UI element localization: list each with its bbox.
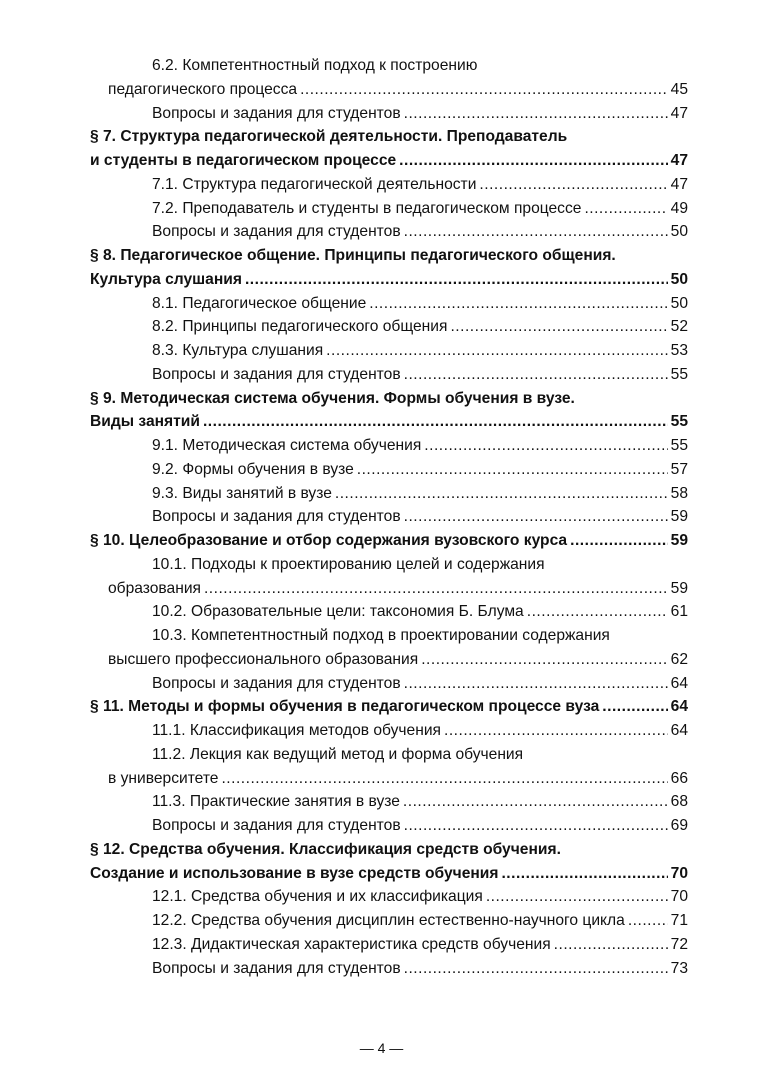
dot-leader [486,885,668,909]
toc-page-number: 57 [670,460,688,478]
dot-leader [221,767,667,791]
toc-page-number: 59 [670,579,688,597]
toc-subsection-entry [0,719,763,743]
dot-leader [404,814,668,838]
toc-page-number: 55 [670,437,688,454]
toc-subsection-entry [0,363,763,387]
toc-subsection-entry [0,315,763,339]
toc-subsection-entry [0,173,763,197]
toc-entry-title: Вопросы и задания для студентов [152,104,401,122]
toc-section-entry [0,862,763,886]
dot-leader [399,149,667,173]
dot-leader [245,268,668,292]
toc-subsection-entry [0,885,763,909]
toc-page-number: 64 [670,722,688,739]
toc-section-entry [0,410,763,434]
toc-page-number: 70 [670,888,688,906]
toc-subsection-heading: 10.1. Подходы к проектированию целей и содержания [152,555,545,573]
toc-page-number: 58 [670,484,688,502]
toc-page-number: 61 [670,603,688,621]
toc-page-number: 50 [670,223,688,241]
toc-subsection-entry [0,292,763,316]
toc-page-number: 69 [670,817,688,834]
toc-section-entry [0,149,763,173]
toc-entry-title: 12.1. Средства обучения и их классификация [152,888,483,906]
table-of-contents [0,54,763,980]
toc-subsection-entry [0,339,763,363]
dot-leader [554,933,668,957]
toc-subsection-entry [0,220,763,244]
toc-entry-title: высшего профессионального образования [108,650,419,668]
toc-entry-title: 12.2. Средства обучения дисциплин естественно-научного цикла [152,912,625,929]
toc-entry-title: Культура слушания [90,270,242,288]
toc-subsection-heading: 10.3. Компетентностный подход в проектировании содержания [152,627,610,644]
toc-entry-title: § 10. Целеобразование и отбор содержания вузовского курса [90,532,568,549]
toc-page-number: 53 [670,342,688,359]
toc-entry-title: Вопросы и задания для студентов [152,959,401,977]
toc-subsection-entry [0,909,763,933]
toc-page-number: 49 [670,199,688,217]
dot-leader [479,173,667,197]
toc-subsection-entry [0,102,763,126]
dot-leader [450,315,667,339]
toc-subsection-entry [0,505,763,529]
toc-entry-title: 8.3. Культура слушания [152,342,324,359]
toc-entry-title: в университете [108,769,219,787]
toc-page-number: 73 [670,959,688,977]
toc-subsection-entry [0,78,763,102]
toc-subsection-entry [0,767,763,791]
toc-page-number: 47 [670,104,688,122]
dot-leader [404,102,668,126]
toc-section-entry [0,529,763,553]
toc-entry-title: образования [108,579,201,597]
page-number: — 4 — [359,1040,404,1056]
toc-entry-title: 7.1. Структура педагогической деятельности [152,175,477,193]
toc-subsection-entry [0,197,763,221]
toc-subsection-entry [0,790,763,814]
dot-leader [357,458,668,482]
toc-page-number: 64 [670,698,688,716]
toc-entry-title: Виды занятий [90,413,200,431]
dot-leader [584,197,667,221]
toc-entry-title: педагогического процесса [108,80,298,98]
toc-page-number: 70 [670,864,688,882]
toc-entry-title: 7.2. Преподаватель и студенты в педагогическом процессе [152,199,582,217]
toc-page-number: 68 [670,793,688,811]
toc-subsection-entry [0,957,763,981]
toc-entry-title: 12.3. Дидактическая характеристика средств обучения [152,935,551,953]
toc-section-heading: § 9. Методическая система обучения. Формы обучения в вузе. [90,389,575,407]
dot-leader [203,410,668,434]
dot-leader [628,909,668,933]
toc-subsection-heading: 6.2. Компетентностный подход к построению [152,57,478,74]
toc-page-number: 55 [670,413,688,431]
toc-entry-title: 11.3. Практические занятия в вузе [152,793,400,811]
toc-subsection-entry [0,933,763,957]
toc-entry-title: 8.1. Педагогическое общение [152,294,367,312]
toc-subsection-entry [0,600,763,624]
toc-entry-title: Вопросы и задания для студентов [152,817,401,834]
toc-section-heading: § 8. Педагогическое общение. Принципы педагогического общения. [90,247,616,264]
dot-leader [444,719,668,743]
dot-leader [404,220,668,244]
toc-section-heading: § 12. Средства обучения. Классификация средств обучения. [90,840,561,858]
dot-leader [602,695,667,719]
toc-page-number: 64 [670,674,688,692]
toc-page-number: 62 [670,650,688,668]
toc-page-number: 59 [670,508,688,526]
toc-subsection-entry [0,482,763,506]
toc-page-number: 45 [670,80,688,98]
toc-entry-title: Создание и использование в вузе средств обучения [90,864,499,882]
toc-section-entry [0,695,763,719]
toc-entry-title: § 11. Методы и формы обучения в педагогическом процессе вуза [90,698,600,716]
dot-leader [404,505,668,529]
toc-page-number: 66 [670,769,688,787]
toc-section-heading: § 7. Структура педагогической деятельности. Преподаватель [90,128,568,146]
toc-page-number: 47 [670,175,688,193]
toc-page-number: 47 [670,152,688,169]
toc-entry-title: 11.1. Классификация методов обучения [152,722,441,739]
dot-leader [404,363,668,387]
toc-subsection-entry [0,434,763,458]
dot-leader [335,482,668,506]
toc-subsection-entry [0,577,763,601]
dot-leader [403,790,668,814]
toc-subsection-entry [0,458,763,482]
toc-subsection-entry [0,814,763,838]
toc-entry-title: 9.2. Формы обучения в вузе [152,460,354,478]
toc-entry-title: 8.2. Принципы педагогического общения [152,318,448,336]
toc-subsection-entry [0,648,763,672]
toc-section-entry [0,268,763,292]
dot-leader [404,672,668,696]
toc-page-number: 50 [670,294,688,312]
dot-leader [421,648,667,672]
toc-entry-title: 9.3. Виды занятий в вузе [152,484,332,502]
toc-subsection-entry [0,672,763,696]
toc-entry-title: и студенты в педагогическом процессе [90,152,397,169]
dot-leader [570,529,668,553]
toc-entry-title: 10.2. Образовательные цели: таксономия Б. Блума [152,603,524,621]
toc-page-number: 72 [670,935,688,953]
dot-leader [501,862,667,886]
toc-entry-title: Вопросы и задания для студентов [152,365,401,383]
toc-page-number: 52 [670,318,688,336]
toc-entry-title: Вопросы и задания для студентов [152,508,401,526]
toc-page-number: 71 [670,912,688,929]
dot-leader [369,292,667,316]
toc-entry-title: Вопросы и задания для студентов [152,674,401,692]
toc-entry-title: Вопросы и задания для студентов [152,223,401,241]
toc-entry-title: 9.1. Методическая система обучения [152,437,422,454]
dot-leader [527,600,668,624]
toc-subsection-heading: 11.2. Лекция как ведущий метод и форма обучения [152,745,524,763]
dot-leader [404,957,668,981]
toc-page-number: 59 [670,532,688,549]
toc-page-number: 50 [670,270,688,288]
dot-leader [300,78,668,102]
dot-leader [326,339,667,363]
dot-leader [424,434,667,458]
toc-page-number: 55 [670,365,688,383]
dot-leader [204,577,668,601]
